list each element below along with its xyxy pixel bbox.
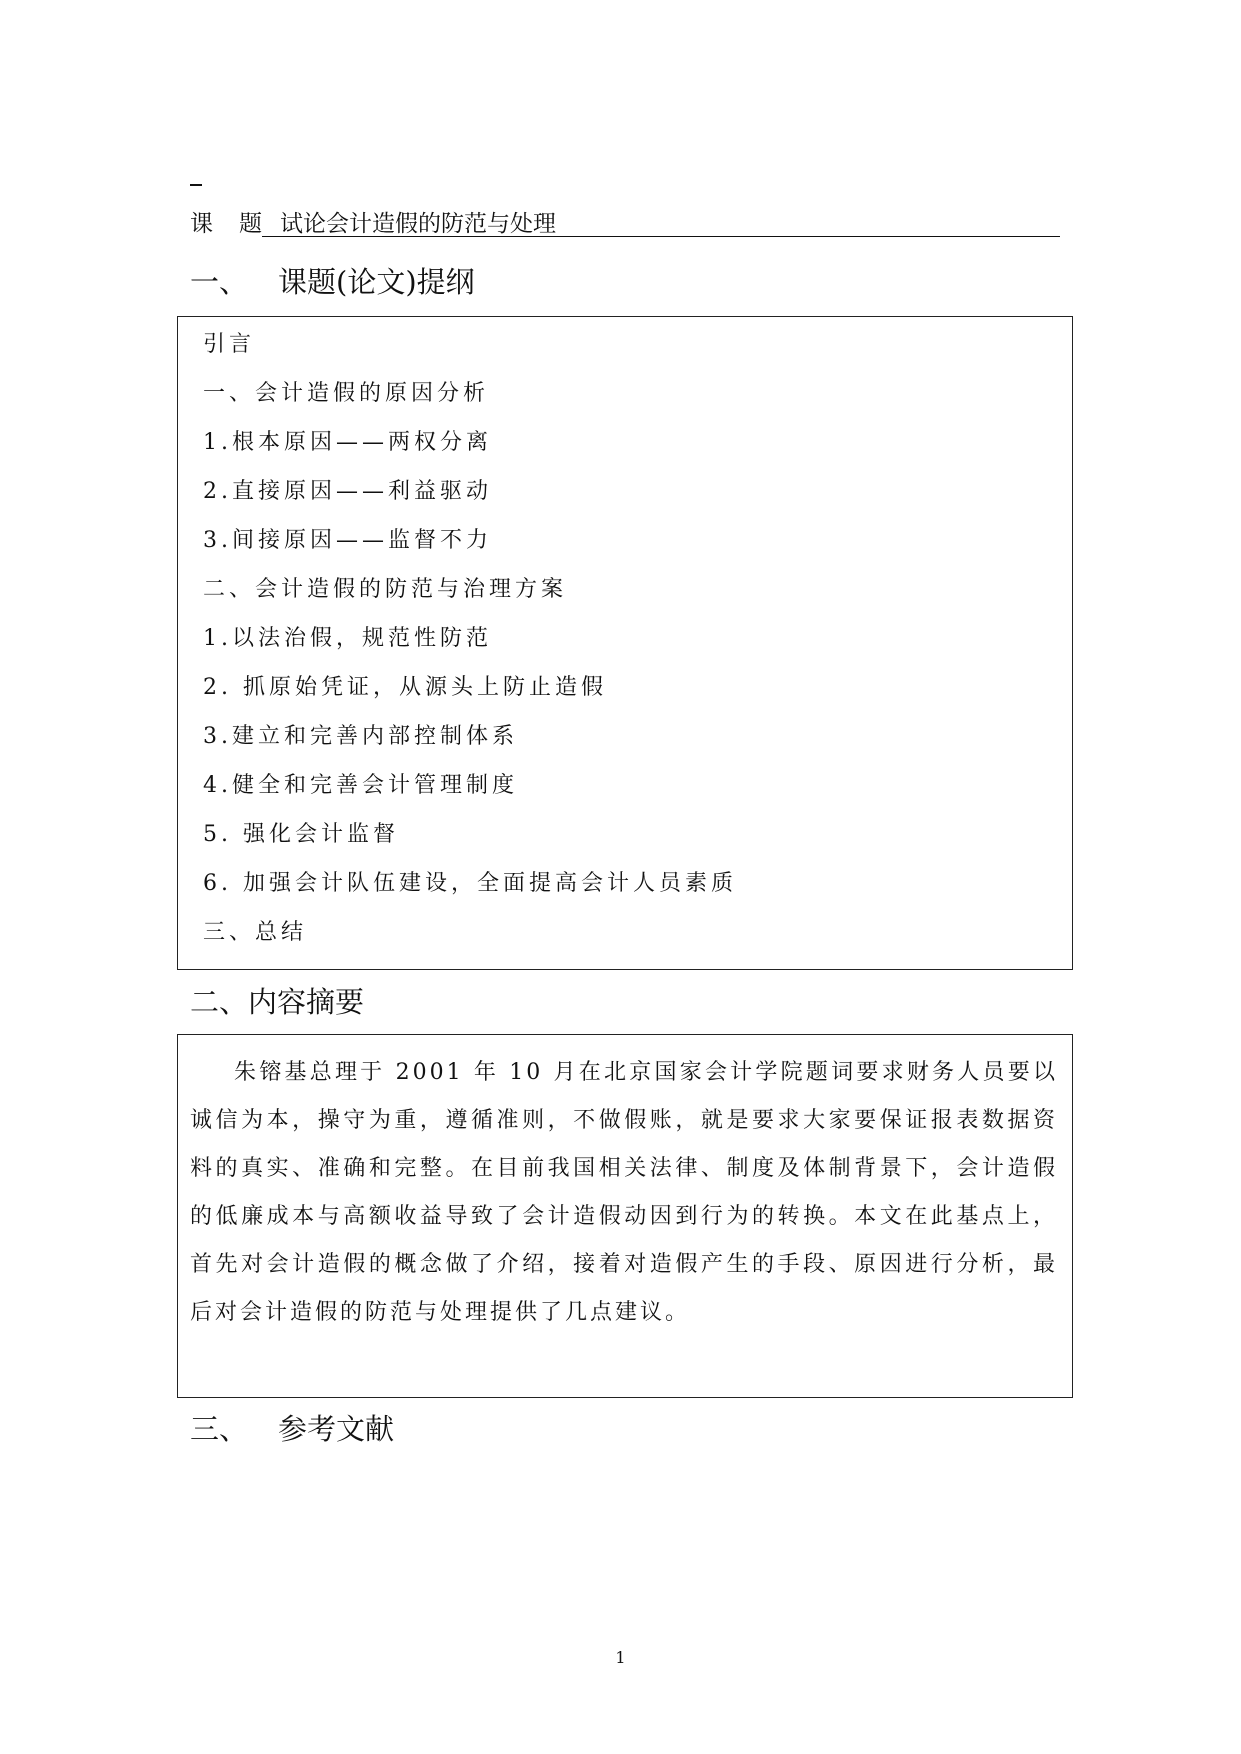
outline-list bbox=[203, 327, 737, 964]
abstract-box bbox=[177, 1034, 1073, 1398]
abstract-paragraph: 朱镕基总理于 2001 年 10 月在北京国家会计学院题词要求财务人员要以诚信为本，操守为重，遵循准则，不做假账，就是要求大家要保证报表数据资料的真实、准确和完整。在目前我国相关法律、制度及体制背景下，会计造假的低廉成本与高额收益导致了会计造假动因到行为的转换。本文在此基点上，首先对会计造假的概念做了介绍，接着对造假产生的手段、原因进行分析，最后对会计造假的防范与处理提供了几点建议。 bbox=[190, 1060, 1058, 1325]
topic-label: 课 题 bbox=[190, 211, 262, 237]
outline-item: 6. 加强会计队伍建设，全面提高会计人员素质 bbox=[203, 871, 737, 896]
outline-item: 三、总结 bbox=[203, 920, 308, 945]
section-heading-abstract bbox=[190, 984, 364, 1020]
outline-item: 5. 强化会计监督 bbox=[203, 822, 399, 847]
section-title: 课题(论文)提纲 bbox=[278, 265, 475, 299]
outline-item: 3.建立和完善内部控制体系 bbox=[203, 724, 518, 749]
outline-item: 1.根本原因——两权分离 bbox=[203, 430, 492, 455]
section-number: 三、 bbox=[190, 1412, 249, 1446]
page-number: 1 bbox=[615, 1648, 626, 1667]
outline-item: 引言 bbox=[203, 332, 256, 357]
outline-box bbox=[177, 316, 1073, 970]
topic-row bbox=[190, 208, 1060, 240]
section-number: 二、 bbox=[190, 985, 249, 1019]
outline-item: 4.健全和完善会计管理制度 bbox=[203, 773, 518, 798]
outline-item: 一、会计造假的原因分析 bbox=[203, 381, 490, 406]
section-number: 一、 bbox=[190, 265, 249, 299]
header-dash-mark bbox=[190, 184, 202, 186]
topic-value: 试论会计造假的防范与处理 bbox=[262, 208, 1060, 237]
section-heading-references bbox=[190, 1411, 394, 1447]
outline-item: 二、会计造假的防范与治理方案 bbox=[203, 577, 568, 602]
section-title: 参考文献 bbox=[278, 1412, 395, 1446]
outline-item: 2.直接原因——利益驱动 bbox=[203, 479, 492, 504]
outline-item: 3.间接原因——监督不力 bbox=[203, 528, 492, 553]
section-heading-outline bbox=[190, 264, 475, 300]
section-title: 内容摘要 bbox=[248, 985, 365, 1019]
outline-item: 2. 抓原始凭证，从源头上防止造假 bbox=[203, 675, 607, 700]
outline-item: 1.以法治假，规范性防范 bbox=[203, 626, 492, 651]
